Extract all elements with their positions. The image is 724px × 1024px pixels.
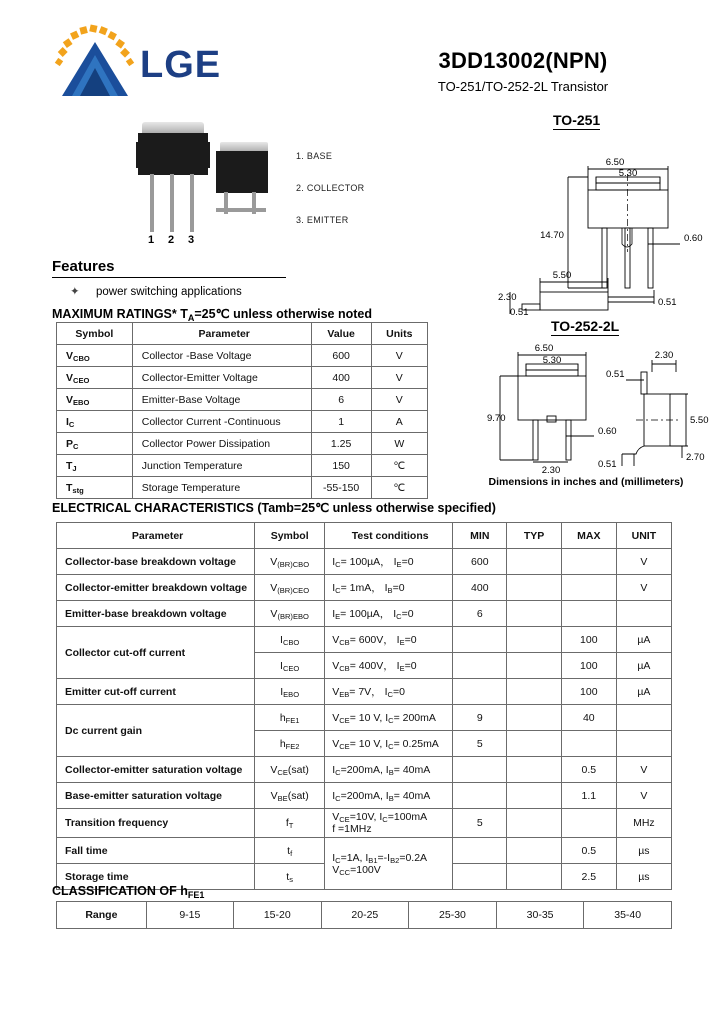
cell-symbol: $h_{FE2}$ <box>255 731 325 757</box>
svg-text:0.51: 0.51 <box>598 459 617 470</box>
table-row <box>57 705 672 731</box>
cell-symbol: $V_{(BR)CEO}$ <box>255 575 325 601</box>
cell-parameter: Collector -Base Voltage <box>132 345 311 367</box>
cell-range-value: 9-15 <box>146 902 233 929</box>
cell-parameter: Dc current gain <box>57 705 255 757</box>
svg-text:5.30: 5.30 <box>542 355 562 366</box>
svg-text:2.70: 2.70 <box>686 452 705 463</box>
cell-typ <box>507 627 561 653</box>
electrical-characteristics-table <box>56 522 672 890</box>
cell-symbol: $I_{EBO}$ <box>255 679 325 705</box>
to252-mechanical-drawing <box>476 336 724 476</box>
table-row <box>57 345 428 367</box>
cell-units: ℃ <box>371 455 427 477</box>
pin-number-3: 3 <box>188 234 195 246</box>
cell-test-conditions: $I_C= 100\mu A$， $I_E=0$ <box>325 549 453 575</box>
pin-legend <box>296 152 364 248</box>
column-header-symbol: Symbol <box>57 323 133 345</box>
svg-text:2.30: 2.30 <box>541 465 561 476</box>
cell-test-conditions: $I_E= 100\mu A$， $I_C=0$ <box>325 601 453 627</box>
cell-symbol: $V_{BE}(sat)$ <box>255 783 325 809</box>
cell-typ <box>507 838 561 864</box>
svg-text:6.50: 6.50 <box>605 157 625 168</box>
cell-parameter: Collector-base breakdown voltage <box>57 549 255 575</box>
cell-symbol: $V_{CBO}$ <box>57 345 133 367</box>
column-header-typ: TYP <box>507 523 561 549</box>
cell-symbol: $I_{CBO}$ <box>255 627 325 653</box>
table-row <box>57 477 428 499</box>
cell-symbol: $V_{(BR)EBO}$ <box>255 601 325 627</box>
cell-min: 400 <box>453 575 507 601</box>
cell-value: 1.25 <box>311 433 371 455</box>
pin-number-2: 2 <box>168 234 175 246</box>
feature-text: power switching applications <box>96 286 242 298</box>
cell-unit: µA <box>616 627 671 653</box>
cell-typ <box>507 705 561 731</box>
pin-number-1: 1 <box>148 234 155 246</box>
cell-units: V <box>371 345 427 367</box>
table-row <box>57 455 428 477</box>
svg-text:2.30: 2.30 <box>654 350 674 361</box>
cell-parameter: Junction Temperature <box>132 455 311 477</box>
cell-symbol: $T_{stg}$ <box>57 477 133 499</box>
cell-typ <box>507 809 561 838</box>
cell-parameter: Storage Temperature <box>132 477 311 499</box>
column-header-min: MIN <box>453 523 507 549</box>
electrical-heading: ELECTRICAL CHARACTERISTICS (Tamb=25℃ unless otherwise specified) <box>52 501 496 515</box>
cell-range-value: 35-40 <box>584 902 672 929</box>
cell-test-conditions: $V_{CB}= 400V$， $I_E=0$ <box>325 653 453 679</box>
cell-parameter: Base-emitter saturation voltage <box>57 783 255 809</box>
to252-drawing-title: TO-252-2L <box>551 318 620 334</box>
pin-legend-item-collector: 2. COLLECTOR <box>296 183 365 193</box>
cell-max <box>561 601 616 627</box>
cell-symbol: $I_C$ <box>57 411 133 433</box>
cell-value: 150 <box>311 455 371 477</box>
cell-max: 0.5 <box>561 838 616 864</box>
cell-symbol: $f_T$ <box>255 809 325 838</box>
cell-unit: µA <box>616 653 671 679</box>
svg-text:5.30: 5.30 <box>618 168 638 179</box>
cell-typ <box>507 679 561 705</box>
cell-min <box>453 679 507 705</box>
cell-units: A <box>371 411 427 433</box>
cell-unit: V <box>616 783 671 809</box>
cell-parameter: Emitter-base breakdown voltage <box>57 601 255 627</box>
svg-text:0.51: 0.51 <box>606 369 625 380</box>
cell-test-conditions: $V_{CB}= 600V$， $I_E=0$ <box>325 627 453 653</box>
cell-unit <box>616 705 671 731</box>
cell-min: 9 <box>453 705 507 731</box>
cell-min <box>453 757 507 783</box>
column-header-units: Units <box>371 323 427 345</box>
cell-symbol: $V_{CE}(sat)$ <box>255 757 325 783</box>
table-row <box>57 757 672 783</box>
svg-text:0.51: 0.51 <box>510 307 529 317</box>
cell-min <box>453 838 507 864</box>
table-row <box>57 902 672 929</box>
cell-range-label: Range <box>57 902 147 929</box>
cell-units: V <box>371 389 427 411</box>
cell-symbol: $V_{(BR)CBO}$ <box>255 549 325 575</box>
page-subtitle: TO-251/TO-252-2L Transistor <box>437 79 609 94</box>
to251-drawing-title: TO-251 <box>553 112 601 128</box>
column-header-unit: UNIT <box>616 523 671 549</box>
svg-text:9.70: 9.70 <box>487 413 506 424</box>
cell-min: 5 <box>453 731 507 757</box>
cell-parameter: Collector-emitter saturation voltage <box>57 757 255 783</box>
cell-parameter: Transition frequency <box>57 809 255 838</box>
to252-photo <box>216 142 272 234</box>
cell-symbol: $P_C$ <box>57 433 133 455</box>
svg-text:6.50: 6.50 <box>534 343 554 354</box>
page-header <box>0 0 724 110</box>
cell-range-value: 15-20 <box>233 902 321 929</box>
cell-unit: V <box>616 575 671 601</box>
cell-min <box>453 864 507 890</box>
cell-unit: V <box>616 757 671 783</box>
column-header-parameter: Parameter <box>132 323 311 345</box>
column-header-parameter: Parameter <box>57 523 255 549</box>
cell-typ <box>507 757 561 783</box>
svg-text:14.70: 14.70 <box>540 230 564 241</box>
part-title-block <box>358 48 688 94</box>
cell-max: 2.5 <box>561 864 616 890</box>
cell-value: 600 <box>311 345 371 367</box>
svg-text:2.30: 2.30 <box>498 292 517 303</box>
table-row <box>57 575 672 601</box>
column-header-test-conditions: Test conditions <box>325 523 453 549</box>
table-row <box>57 601 672 627</box>
feature-list-item <box>70 284 370 298</box>
classification-table <box>56 901 672 929</box>
table-row <box>57 411 428 433</box>
table-row <box>57 783 672 809</box>
svg-text:5.50: 5.50 <box>690 415 709 426</box>
cell-symbol: $T_J$ <box>57 455 133 477</box>
cell-value: -55-150 <box>311 477 371 499</box>
features-underline <box>52 277 286 278</box>
cell-unit: µs <box>616 864 671 890</box>
cell-min: 5 <box>453 809 507 838</box>
cell-units: ℃ <box>371 477 427 499</box>
cell-value: 6 <box>311 389 371 411</box>
features-heading: Features <box>52 258 115 275</box>
page-title: 3DD13002(NPN) <box>438 48 608 73</box>
cell-max: 100 <box>561 627 616 653</box>
cell-parameter: Collector Current -Continuous <box>132 411 311 433</box>
cell-max: 100 <box>561 653 616 679</box>
cell-symbol: $t_s$ <box>255 864 325 890</box>
cell-symbol: $h_{FE1}$ <box>255 705 325 731</box>
cell-parameter: Fall time <box>57 838 255 864</box>
table-row <box>57 838 672 864</box>
cell-typ <box>507 549 561 575</box>
cell-test-conditions: $I_C=1A$, $I_{B1}=-I_{B2}=0.2A$ $V_{CC}=100V$ <box>325 838 453 890</box>
table-row <box>57 679 672 705</box>
cell-symbol: $V_{CEO}$ <box>57 367 133 389</box>
pin-legend-item-emitter: 3. EMITTER <box>296 215 349 225</box>
cell-value: 400 <box>311 367 371 389</box>
svg-text:0.60: 0.60 <box>684 233 703 244</box>
svg-text:5.50: 5.50 <box>552 270 572 281</box>
svg-text:0.51: 0.51 <box>658 297 677 308</box>
cell-range-value: 20-25 <box>321 902 409 929</box>
cell-symbol: $t_f$ <box>255 838 325 864</box>
diamond-bullet-icon: ✦ <box>70 286 80 298</box>
cell-max: 40 <box>561 705 616 731</box>
to251-mechanical-drawing <box>484 132 724 317</box>
cell-test-conditions: $V_{CE}=10V$, $I_C=100mA$ f =1MHz <box>325 809 453 838</box>
cell-typ <box>507 601 561 627</box>
cell-typ <box>507 783 561 809</box>
cell-range-value: 25-30 <box>409 902 497 929</box>
table-row <box>57 433 428 455</box>
cell-value: 1 <box>311 411 371 433</box>
cell-min <box>453 653 507 679</box>
cell-min <box>453 627 507 653</box>
cell-parameter: Collector Power Dissipation <box>132 433 311 455</box>
cell-typ <box>507 653 561 679</box>
company-logo <box>52 22 242 102</box>
column-header-value: Value <box>311 323 371 345</box>
cell-parameter: Emitter-Base Voltage <box>132 389 311 411</box>
column-header-max: MAX <box>561 523 616 549</box>
cell-test-conditions: $V_{EB}= 7V$， $I_C=0$ <box>325 679 453 705</box>
svg-text:0.60: 0.60 <box>598 426 617 437</box>
cell-unit <box>616 731 671 757</box>
table-row <box>57 809 672 838</box>
classification-heading: CLASSIFICATION OF $h_{FE1}$ <box>52 884 205 900</box>
cell-units: W <box>371 433 427 455</box>
cell-typ <box>507 864 561 890</box>
cell-max <box>561 731 616 757</box>
cell-test-conditions: $I_C= 1mA$， $I_B=0$ <box>325 575 453 601</box>
table-row <box>57 549 672 575</box>
cell-max: 1.1 <box>561 783 616 809</box>
package-photos <box>128 122 278 252</box>
to251-photo <box>136 122 210 248</box>
cell-test-conditions: $V_{CE}= 10$ V, $I_C= 0.25mA$ <box>325 731 453 757</box>
cell-test-conditions: $V_{CE}= 10$ V, $I_C= 200mA$ <box>325 705 453 731</box>
cell-test-conditions: $I_C=200mA$, $I_B= 40mA$ <box>325 783 453 809</box>
max-ratings-heading: MAXIMUM RATINGS* $T_A=25℃$ unless otherwise noted <box>52 307 373 323</box>
table-row <box>57 389 428 411</box>
cell-symbol: $V_{EBO}$ <box>57 389 133 411</box>
cell-parameter: Emitter cut-off current <box>57 679 255 705</box>
cell-parameter: Storage time <box>57 864 255 890</box>
table-row <box>57 627 672 653</box>
cell-max <box>561 809 616 838</box>
table-header-row <box>57 523 672 549</box>
cell-parameter: Collector-emitter breakdown voltage <box>57 575 255 601</box>
cell-parameter: Collector cut-off current <box>57 627 255 679</box>
cell-units: V <box>371 367 427 389</box>
dimensions-note: Dimensions in inches and (millimeters) <box>488 476 684 488</box>
max-ratings-table <box>56 322 428 499</box>
table-header-row <box>57 323 428 345</box>
cell-symbol: $I_{CEO}$ <box>255 653 325 679</box>
cell-max: 0.5 <box>561 757 616 783</box>
cell-min <box>453 783 507 809</box>
cell-min: 6 <box>453 601 507 627</box>
cell-unit: MHz <box>616 809 671 838</box>
table-row <box>57 367 428 389</box>
cell-range-value: 30-35 <box>496 902 584 929</box>
cell-unit: µA <box>616 679 671 705</box>
cell-parameter: Collector-Emitter Voltage <box>132 367 311 389</box>
cell-typ <box>507 575 561 601</box>
cell-unit <box>616 601 671 627</box>
cell-typ <box>507 731 561 757</box>
cell-min: 600 <box>453 549 507 575</box>
column-header-symbol: Symbol <box>255 523 325 549</box>
pin-legend-item-base: 1. BASE <box>296 151 333 161</box>
cell-max <box>561 549 616 575</box>
cell-unit: µs <box>616 838 671 864</box>
cell-max: 100 <box>561 679 616 705</box>
cell-unit: V <box>616 549 671 575</box>
mountain-logo-icon <box>52 24 138 100</box>
company-name: LGE <box>140 44 222 86</box>
cell-max <box>561 575 616 601</box>
cell-test-conditions: $I_C=200mA$, $I_B= 40mA$ <box>325 757 453 783</box>
